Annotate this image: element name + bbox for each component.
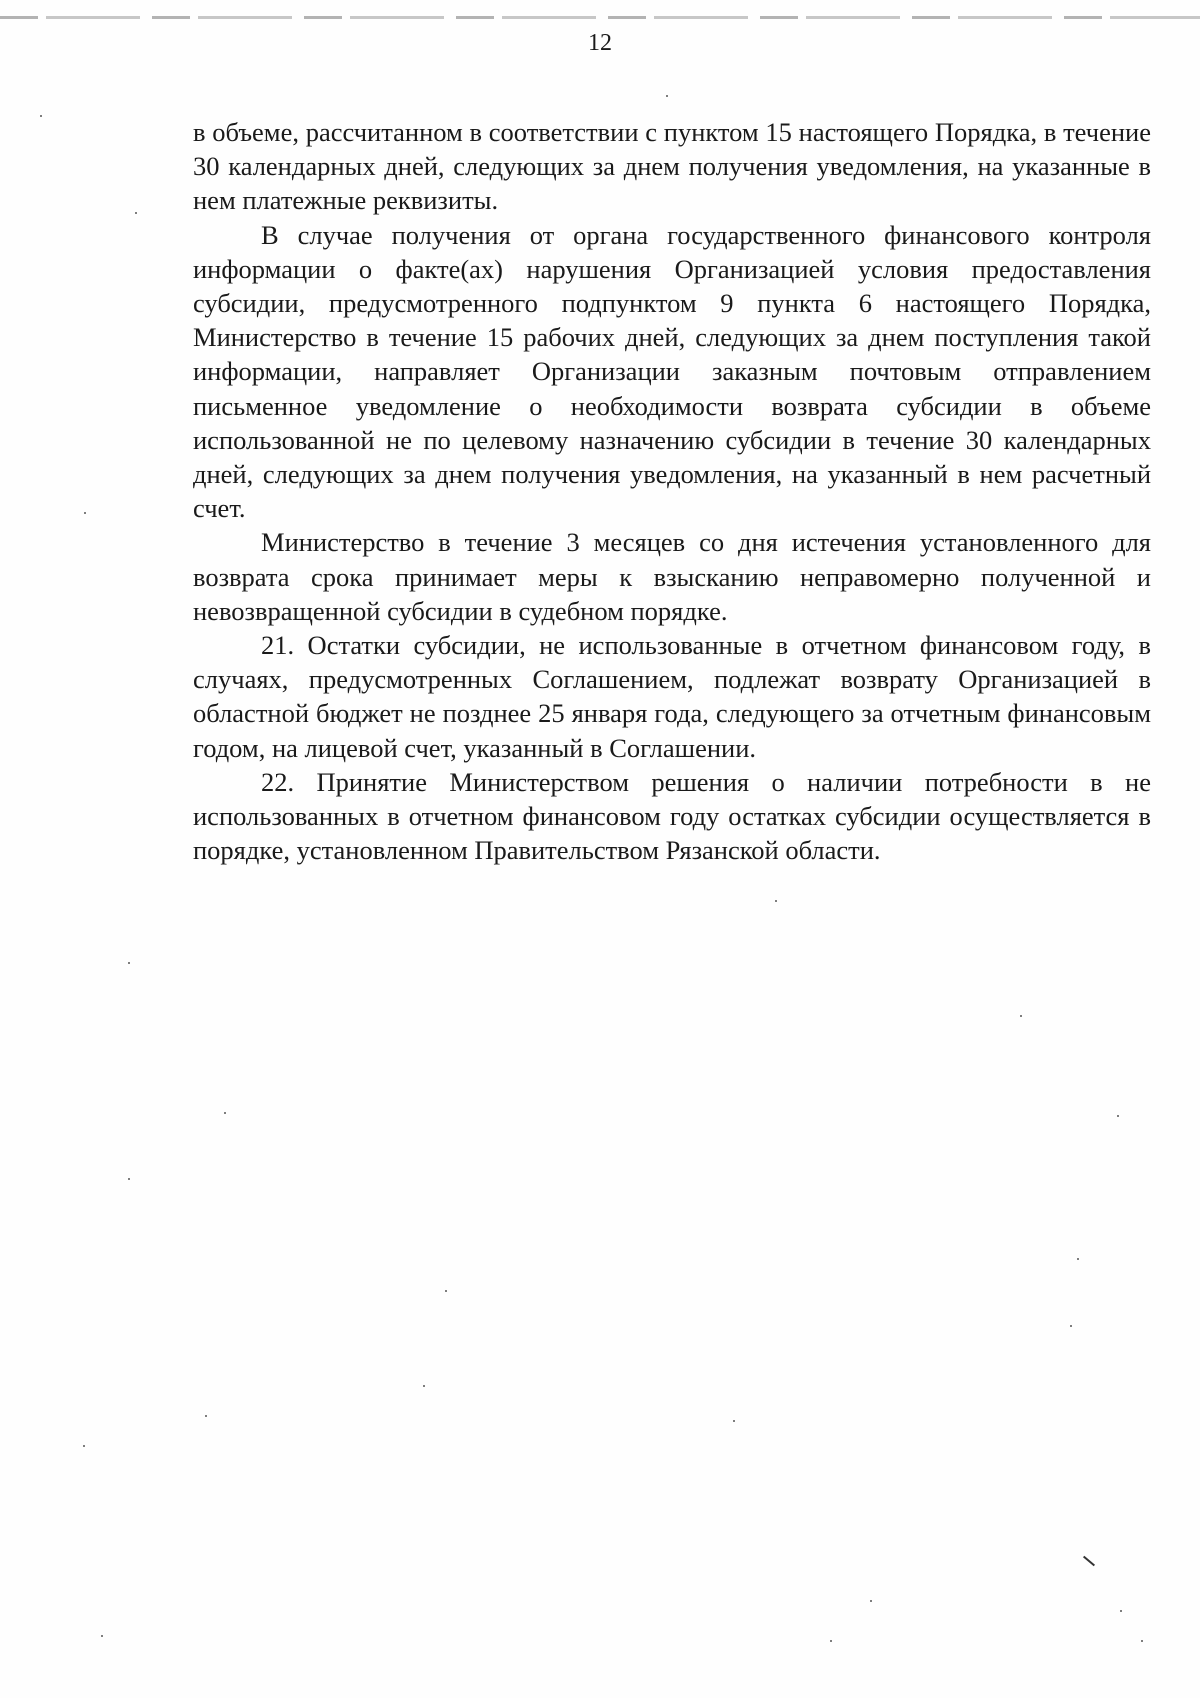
scan-speck: [1117, 1115, 1119, 1117]
scan-speck: [1070, 1325, 1072, 1327]
paragraph-item-22: 22. Принятие Министерством решения о наличии потребности в не использованных в отчетном финансовом году остатках субсидии осуществляется в порядке, установленном Правительством Рязанской области.: [193, 766, 1151, 866]
paragraph-recovery-court: Министерство в течение 3 месяцев со дня истечения установленного для возврата срока принимает меры к взысканию неправомерно полученной и невозвращенной субсидии в судебном порядке.: [193, 527, 1151, 626]
scan-speck: [666, 95, 668, 97]
scan-speck: [101, 1635, 103, 1637]
document-body: [193, 115, 1151, 867]
scan-speck: [135, 212, 137, 214]
paragraph-item-21: 21. Остатки субсидии, не использованные в отчетном финансовом году, в случаях, предусмотренных Соглашением, подлежат возврату Организацией в областной бюджет не позднее 25 января года, следующего за отчетным финансовым годом, на лицевой счет, указанный в Соглашении.: [193, 630, 1151, 763]
scan-speck: [224, 1112, 226, 1114]
scan-speck: [423, 1385, 425, 1387]
scan-speck: [445, 1290, 447, 1292]
scan-speck: [128, 962, 130, 964]
scan-speck: [84, 512, 86, 514]
scan-speck: [128, 1178, 130, 1180]
scan-speck: [870, 1600, 872, 1602]
scan-speck: [1020, 1015, 1022, 1017]
scan-speck: [83, 1445, 85, 1447]
scan-speck: [40, 115, 42, 117]
paragraph-control-violation: В случае получения от органа государственного финансового контроля информации о факте(ах) нарушения Организацией условия предоставления субсидии, предусмотренного подпунктом 9 пункта 6 настоящего Порядка, Министерство в течение 15 рабочих дней, следующих за днем поступления такой информации, направляет Организации заказным почтовым отправлением письменное уведомление о необходимости возврата субсидии в объеме использованной не по целевому назначению субсидии в течение 30 календарных дней, следующих за днем получения уведомления, на указанный в нем расчетный счет.: [193, 219, 1151, 524]
scan-mark: [1083, 1556, 1095, 1567]
scan-edge-line: [0, 16, 1200, 19]
paragraph-continuation: в объеме, рассчитанном в соответствии с пунктом 15 настоящего Порядка, в течение 30 календарных дней, следующих за днем получения уведомления, на указанные в нем платежные реквизиты.: [193, 117, 1151, 216]
scan-speck: [1141, 1640, 1143, 1642]
page-number: 12: [588, 30, 612, 56]
scan-speck: [775, 900, 777, 902]
scan-speck: [830, 1640, 832, 1642]
scan-speck: [1120, 1610, 1122, 1612]
scan-speck: [205, 1415, 207, 1417]
scan-speck: [1077, 1258, 1079, 1260]
scan-speck: [733, 1420, 735, 1422]
